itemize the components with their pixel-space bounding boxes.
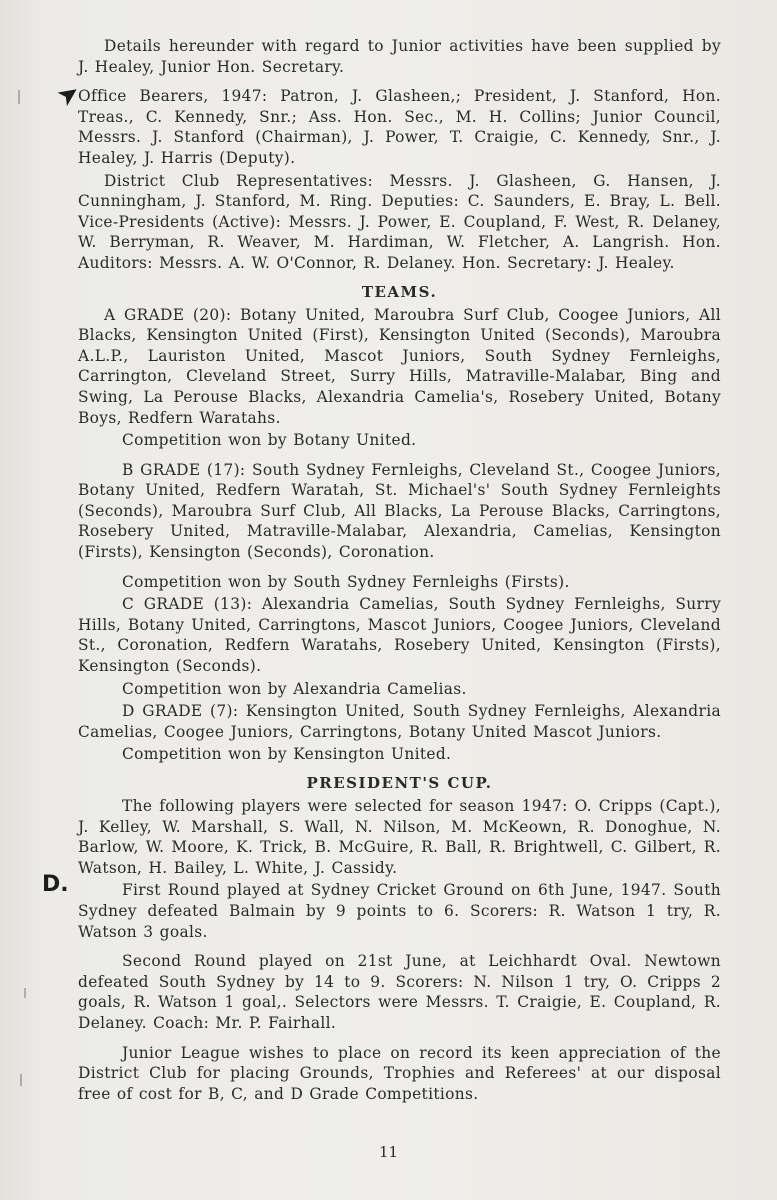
- cup-players-paragraph: The following players were selected for season 1947: O. Cripps (Capt.), J. Kelley, W. Marshall, S. Wall, N. Nilson, M. McKeown, R. Donoghue, N. Barlow, W. Moore, K. Trick, B. McGuire, R. Ball, R. Brightwell, C. Gilbert, R. Watson, H. Bailey, L. White, J. Cassidy.: [78, 797, 721, 877]
- d-grade-paragraph: D GRADE (7): Kensington United, South Sydney Fernleighs, Alexandria Camelias, Coogee Juniors, Carringtons, Botany United Mascot Juniors.: [78, 702, 721, 741]
- district-representatives-paragraph: District Club Representatives: Messrs. J. Glasheen, G. Hansen, J. Cunningham, J. Stanford, M. Ring. Deputies: C. Saunders, E. Bray, L. Bell. Vice-Presidents (Active): Messrs. J. Power, E. Coupland, F. West, R. Delaney, W. Berryman, R. Weaver, M. Hardiman, W. Fletcher, A. Langrish. Hon. Auditors: Messrs. A. W. O'Connor, R. Delaney. Hon. Secretary: J. Healey.: [78, 171, 721, 272]
- page-number: 11: [378, 1143, 399, 1161]
- b-grade-paragraph: B GRADE (17): South Sydney Fernleighs, Cleveland St., Coogee Juniors, Botany United, Redfern Waratah, St. Michael's' South Sydney Fernleights (Seconds), Maroubra Surf Club, All Blacks, La Perouse Blacks, Carringtons, Rosebery United, Matraville-Malabar, Alexandria, Camelias, Kensington (Firsts), Kensington (Seconds), Coronation.: [78, 460, 721, 562]
- a-grade-winner: Competition won by Botany United.: [122, 431, 417, 450]
- teams-heading: TEAMS.: [361, 282, 438, 301]
- c-grade-paragraph: C GRADE (13): Alexandria Camelias, South Sydney Fernleighs, Surry Hills, Botany United, Carringtons, Mascot Juniors, Coogee Juniors, Cleveland St., Coronation, Redfern Waratahs, Rosebery United, Kensington (Firsts), Kensington (Seconds).: [78, 595, 721, 676]
- b-grade-winner: Competition won by South Sydney Fernleighs (Firsts).: [122, 572, 570, 591]
- margin-tick-mark: [18, 90, 20, 104]
- intro-paragraph: Details hereunder with regard to Junior activities have been supplied by J. Healey, Junior Hon. Secretary.: [78, 37, 721, 76]
- a-grade-paragraph: A GRADE (20): Botany United, Maroubra Surf Club, Coogee Juniors, All Blacks, Kensington United (First), Kensington United (Seconds), Maroubra A.L.P., Lauriston United, Mascot Juniors, South Sydney Fernleighs, Carrington, Cleveland Street, Surry Hills, Matraville-Malabar, Bing and Swing, La Perouse Blacks, Alexandria Camelia's, Rosebery United, Botany Boys, Redfern Waratahs.: [78, 305, 721, 427]
- presidents-cup-heading: PRESIDENT'S CUP.: [306, 774, 493, 792]
- margin-annotation: D.: [42, 872, 69, 897]
- office-bearers-paragraph: Office Bearers, 1947: Patron, J. Glasheen,; President, J. Stanford, Hon. Treas., C. Kennedy, Snr.; Ass. Hon. Sec., M. H. Collins; Junior Council, Messrs. J. Stanford (Chairman), J. Power, T. Craigie, C. Kennedy, Snr., J. Healey, J. Harris (Deputy).: [78, 87, 721, 167]
- margin-tick-mark: [20, 1074, 22, 1086]
- d-grade-winner: Competition won by Kensington United.: [122, 745, 452, 764]
- first-round-paragraph: First Round played at Sydney Cricket Ground on 6th June, 1947. South Sydney defeated Balmain by 9 points to 6. Scorers: R. Watson 1 try, R. Watson 3 goals.: [78, 881, 721, 941]
- margin-tick-mark: [24, 988, 26, 998]
- second-round-paragraph: Second Round played on 21st June, at Leichhardt Oval. Newtown defeated South Sydney by 14 to 9. Scorers: N. Nilson 1 try, O. Cripps 2 goals, R. Watson 1 goal,. Selectors were Messrs. T. Craigie, E. Coupland, R. Delaney. Coach: Mr. P. Fairhall.: [78, 952, 721, 1032]
- pen-tick-icon: ➤: [51, 76, 87, 114]
- c-grade-winner: Competition won by Alexandria Camelias.: [122, 679, 467, 698]
- appreciation-paragraph: Junior League wishes to place on record its keen appreciation of the District Club for placing Grounds, Trophies and Referees' at our disposal free of cost for B, C, and D Grade Competitions.: [78, 1043, 721, 1103]
